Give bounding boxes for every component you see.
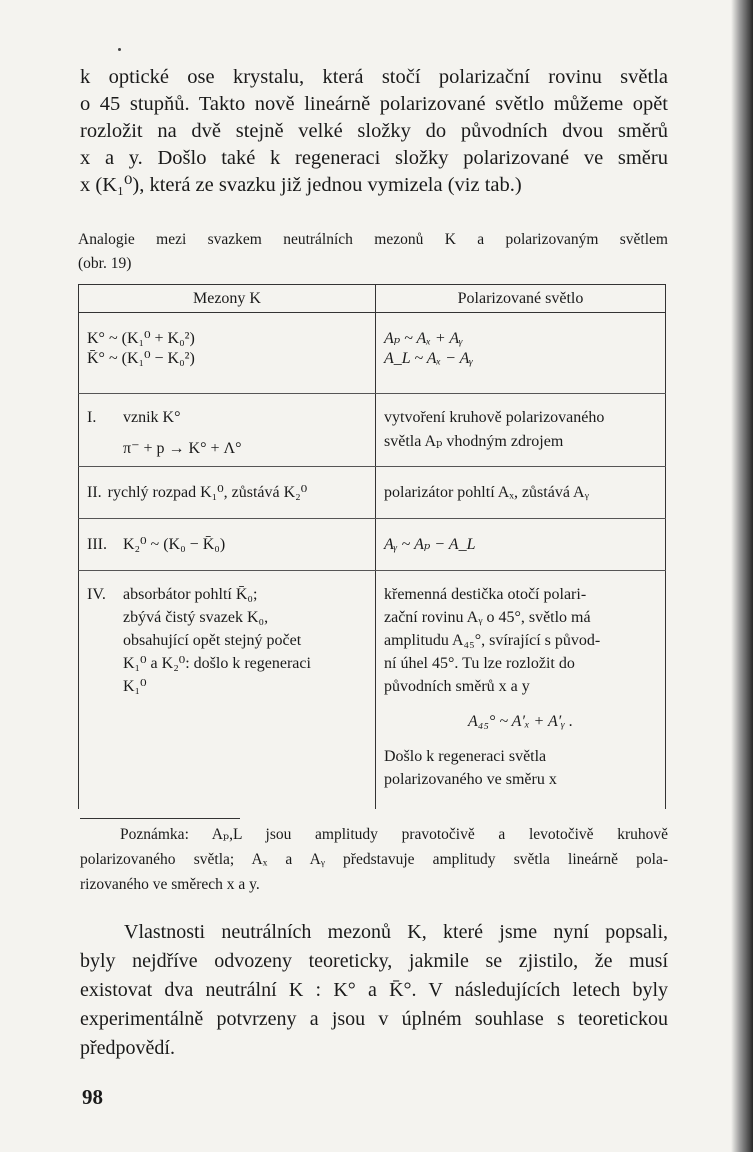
formula: Aₚ ~ Aₓ + Aᵧ [384,330,463,347]
cell-text: vytvoření kruhově polarizovaného [384,409,605,426]
cell-text: polarizátor pohltí Aₓ, zůstává Aᵧ [384,484,589,501]
cell-text: zační rovinu Aᵧ o 45°, světlo má [384,609,591,626]
table-row [79,519,666,571]
scan-speck [118,48,121,51]
text-line: x (K₁⁰), která ze svazku již jednou vymizela (viz tab.) [80,174,522,196]
table-row [79,467,666,519]
formula: A_L ~ Aₓ − Aᵧ [384,350,474,367]
text-line: byly nejdříve odvozeny teoreticky, jakmile se zjistilo, že musí [80,950,668,972]
formula: K̄° ~ (K₁⁰ − K₀²) [87,350,195,367]
cell-text: křemenná destička otočí polari- [384,586,587,603]
cell-text: ní úhel 45°. Tu lze rozložit do [384,655,575,672]
header-polarized-light: Polarizované světlo [376,285,666,313]
note-line: polarizovaného světla; Aₓ a Aᵧ představuje amplitudy světla lineárně pola- [80,851,668,868]
table-note [80,822,668,897]
cell-text: rychlý rozpad K₁⁰, zůstává K₂⁰ [107,484,308,501]
header-mesons: Mezony K [79,285,376,313]
cell-text: K₁⁰ a K₂⁰: došlo k regeneraci [123,655,311,672]
book-binding-shadow [731,0,753,1152]
text-line: k optické ose krystalu, která stočí polarizační rovinu světla [80,66,668,88]
row-number: II. [87,484,102,501]
cell-text: amplitudu A₄₅°, svírající s původ- [384,632,601,649]
row-number: I. [87,409,97,426]
cell-text: světla Aₚ vhodným zdrojem [384,433,564,450]
cell-text: zbývá čistý svazek K₀, [123,609,269,626]
note-line: Poznámka: Aₚ,L jsou amplitudy pravotočivě a levotočivě kruhově [120,826,668,843]
text-line: experimentálně potvrzeny a jsou v úplném souhlase s teoretickou [80,1008,668,1030]
cell-text: absorbátor pohltí K̄₀; [123,586,258,603]
page-number: 98 [82,1085,103,1109]
top-paragraph [80,64,668,199]
bottom-paragraph [80,918,668,1063]
text-line: o 45 stupňů. Takto nově lineárně polarizované světlo můžeme opět [80,93,668,115]
cell-text: K₁⁰ [123,678,147,695]
formula: K° ~ (K₁⁰ + K₀²) [87,330,195,347]
cell-text: polarizovaného ve směru x [384,771,557,788]
formula: π⁻ + p → K° + Λ° [123,440,242,457]
text-line: existovat dva neutrální K : K° a K̄°. V následujících letech byly [80,979,668,1001]
table-row [79,571,666,810]
text-line: předpovědí. [80,1037,175,1059]
table-row [79,313,666,394]
formula: K₂⁰ ~ (K₀ − K̄₀) [123,536,226,553]
text-line: rozložit na dvě stejně velké složky do původních dvou směrů [80,120,668,142]
formula: Aᵧ ~ Aₚ − A_L [384,536,476,553]
row-number: III. [87,536,107,553]
text-line: Vlastnosti neutrálních mezonů K, které jsme nyní popsali, [124,921,668,943]
note-rule [80,818,240,819]
table-row [79,394,666,467]
formula: A₄₅° ~ A′ₓ + A′ᵧ . [468,713,573,730]
cell-text: původních směrů x a y [384,678,530,695]
caption-line: (obr. 19) [78,255,132,272]
text-line: x a y. Došlo také k regeneraci složky polarizované ve směru [80,147,668,169]
analogy-table [78,284,666,809]
cell-text: vznik K° [123,409,181,426]
cell-text: obsahující opět stejný počet [123,632,302,649]
caption-line: Analogie mezi svazkem neutrálních mezonů K a polarizovaným světlem [78,231,668,248]
row-number: IV. [87,586,106,603]
cell-text: Došlo k regeneraci světla [384,748,547,765]
table-caption [78,228,668,276]
note-line: rizovaného ve směrech x a y. [80,876,260,893]
